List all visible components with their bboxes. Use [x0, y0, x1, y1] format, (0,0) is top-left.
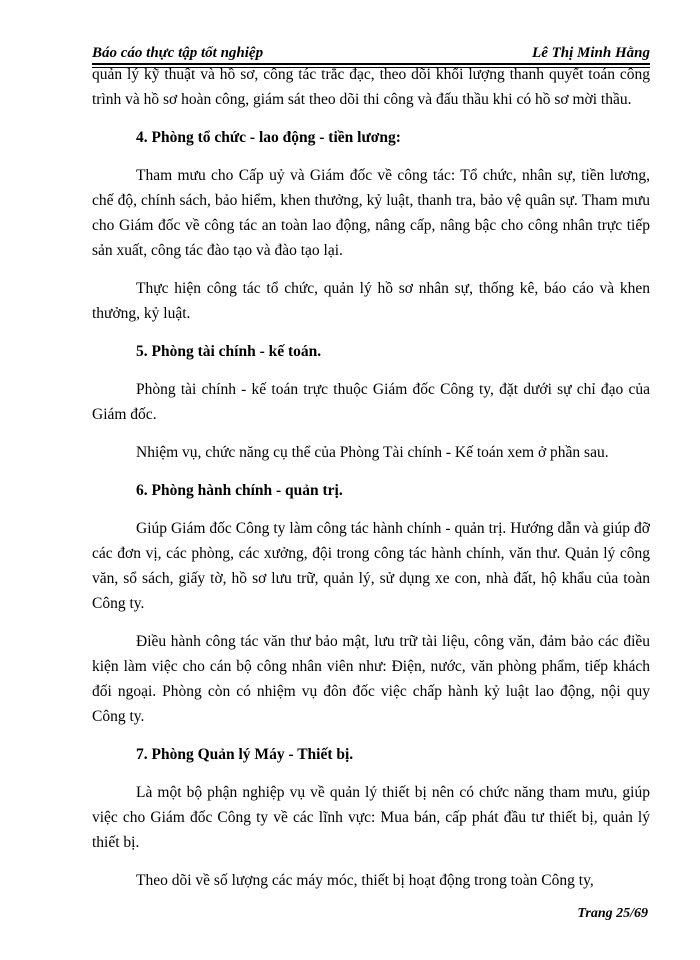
header-report-title: Báo cáo thực tập tốt nghiệp — [92, 45, 264, 61]
section-7-paragraph-1: Là một bộ phận nghiệp vụ về quản lý thiết bị nên có chức năng tham mưu, giúp việc cho Giám đốc Công ty về các lĩnh vực: Mua bán, cấp phát đầu tư thiết bị, quản lý thiết bị. — [92, 784, 650, 851]
intro-paragraph: quản lý kỹ thuật và hồ sơ, công tác trắc đạc, theo dõi khối lượng thanh quyết toán công trình và hồ sơ hoàn công, giám sát theo dõi thi công và đấu thầu khi có hồ sơ mời thầu. — [92, 66, 650, 108]
section-4-paragraph-2: Thực hiện công tác tổ chức, quản lý hồ sơ nhân sự, thống kê, báo cáo và khen thưởng, kỷ luật. — [92, 280, 650, 322]
section-6-heading: 6. Phòng hành chính - quản trị. — [136, 482, 343, 499]
section-5-paragraph-2: Nhiệm vụ, chức năng cụ thể của Phòng Tài chính - Kế toán xem ở phần sau. — [136, 444, 609, 461]
section-6-paragraph-1: Giúp Giám đốc Công ty làm công tác hành chính - quản trị. Hướng dẫn và giúp đỡ các đơn vị, các phòng, các xưởng, đội trong công tác hành chính, văn thư. Quản lý công văn, sổ sách, giấy tờ, hồ sơ lưu trữ, quản lý, sử dụng xe con, nhà đất, hộ khẩu của toàn Công ty. — [92, 520, 650, 612]
header-author-name: Lê Thị Minh Hằng — [532, 45, 650, 61]
page-header — [92, 40, 650, 62]
section-5-paragraph-1: Phòng tài chính - kế toán trực thuộc Giám đốc Công ty, đặt dưới sự chỉ đạo của Giám đốc. — [92, 381, 650, 423]
section-7-heading: 7. Phòng Quản lý Máy - Thiết bị. — [136, 746, 354, 763]
section-4-paragraph-1: Tham mưu cho Cấp uỷ và Giám đốc về công tác: Tổ chức, nhân sự, tiền lương, chế độ, chính sách, bảo hiểm, khen thưởng, kỷ luật, thanh tra, bảo vệ quân sự. Tham mưu cho Giám đốc về công tác an toàn lao động, nâng cấp, nâng bậc cho công nhân trực tiếp sản xuất, công tác đào tạo và đào tạo lại. — [92, 167, 650, 259]
page-number: Trang 25/69 — [577, 906, 648, 921]
section-7-paragraph-2: Theo dõi về số lượng các máy móc, thiết bị hoạt động trong toàn Công ty, — [136, 872, 594, 889]
section-4-heading: 4. Phòng tổ chức - lao động - tiền lương: — [136, 129, 401, 146]
section-6-paragraph-2: Điều hành công tác văn thư bảo mật, lưu trữ tài liệu, công văn, đảm bảo các điều kiện làm việc cho cán bộ công nhân viên như: Điện, nước, văn phòng phẩm, tiếp khách đối ngoại. Phòng còn có nhiệm vụ đôn đốc việc chấp hành kỷ luật lao động, nội quy Công ty. — [92, 633, 650, 725]
document-body — [92, 62, 650, 906]
section-5-heading: 5. Phòng tài chính - kế toán. — [136, 343, 322, 360]
